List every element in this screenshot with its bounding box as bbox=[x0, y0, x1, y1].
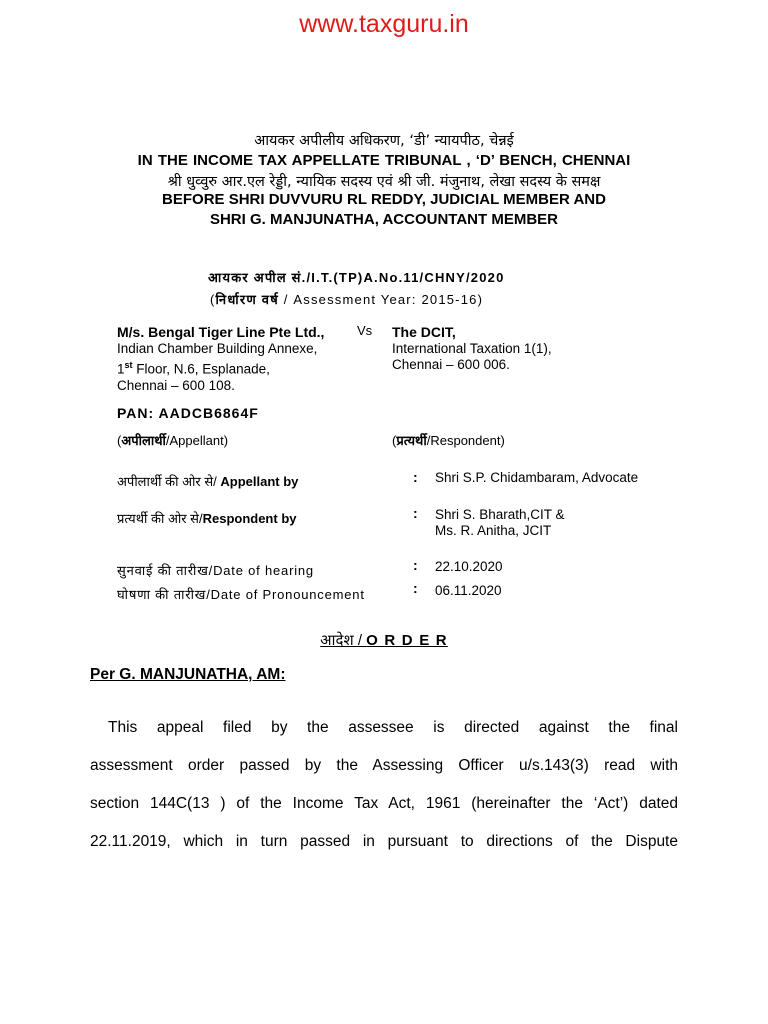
respondent-name: The DCIT, bbox=[392, 324, 456, 340]
bench-hindi: श्री धुव्वुरु आर.एल रेड्डी, न्यायिक सदस्य एवं श्री जी. मंजुनाथ, लेखा सदस्य के समक्ष bbox=[167, 174, 601, 190]
appellant-address-line1: Indian Chamber Building Annexe, bbox=[117, 341, 318, 356]
assessment-year bbox=[210, 290, 483, 308]
pronouncement-label: घोषणा की तारीख/Date of Pronouncement bbox=[117, 587, 365, 602]
respondent-address-line2: Chennai – 600 006. bbox=[392, 357, 510, 372]
appellant-by-label: अपीलार्थी की ओर से/ Appellant by bbox=[117, 474, 299, 489]
paragraph-line2: assessment order passed by the Assessing Officer u/s.143(3) read with bbox=[90, 757, 678, 774]
watermark: www.taxguru.in bbox=[299, 10, 469, 38]
pronouncement-colon: : bbox=[413, 580, 418, 596]
pronouncement-date: 06.11.2020 bbox=[435, 583, 502, 598]
assessment-year-value: / Assessment Year: 2015-16) bbox=[278, 292, 484, 307]
respondent-by-value bbox=[435, 507, 565, 539]
paragraph-line1: This appeal filed by the assessee is directed against the final bbox=[108, 719, 678, 736]
tribunal-english: IN THE INCOME TAX APPELLATE TRIBUNAL , ‘D’ BENCH, CHENNAI bbox=[137, 152, 631, 169]
appellant-by-colon: : bbox=[413, 469, 418, 485]
assessment-year-paren: ( bbox=[210, 292, 216, 307]
appellant-address-line2: 1st Floor, N.6, Esplanade, bbox=[117, 360, 270, 377]
per-member: Per G. MANJUNATHA, AM: bbox=[90, 666, 286, 683]
hearing-label: सुनवाई की तारीख/Date of hearing bbox=[117, 563, 314, 578]
assessment-year-hindi: निर्धारण वर्ष bbox=[215, 292, 279, 307]
hearing-date: 22.10.2020 bbox=[435, 559, 503, 574]
order-heading: आदेश / O R D E R bbox=[320, 632, 448, 649]
appellant-address bbox=[117, 341, 317, 394]
appellant-role: (अपीलार्थी/Appellant) bbox=[117, 433, 229, 448]
appellant-by-value: Shri S.P. Chidambaram, Advocate bbox=[435, 470, 639, 485]
paragraph-line3: section 144C(13 ) of the Income Tax Act, 1961 (hereinafter the ‘Act’) dated bbox=[90, 795, 678, 812]
respondent-by-colon: : bbox=[413, 505, 418, 521]
respondent-by-value-line1: Shri S. Bharath,CIT & bbox=[435, 507, 565, 522]
order-paragraph bbox=[90, 709, 678, 861]
bench-english-line2: SHRI G. MANJUNATHA, ACCOUNTANT MEMBER bbox=[209, 211, 559, 228]
appellant-address-line3: Chennai – 600 108. bbox=[117, 377, 235, 393]
appellant-name: M/s. Bengal Tiger Line Pte Ltd., bbox=[117, 324, 325, 340]
paragraph-line4: 22.11.2019, which in turn passed in pursuant to directions of the Dispute bbox=[90, 833, 678, 850]
tribunal-hindi: आयकर अपीलीय अधिकरण, ‘डी’ न्यायपीठ, चेन्नई bbox=[254, 133, 514, 149]
versus: Vs bbox=[357, 323, 373, 338]
respondent-by-label: प्रत्यर्थी की ओर से/Respondent by bbox=[117, 511, 297, 526]
appeal-number: आयकर अपील सं./I.T.(TP)A.No.11/CHNY/2020 bbox=[208, 270, 505, 285]
respondent-by-value-line2: Ms. R. Anitha, JCIT bbox=[435, 523, 552, 538]
hearing-colon: : bbox=[413, 557, 418, 573]
respondent-role: (प्रत्यर्थी/Respondent) bbox=[392, 433, 505, 448]
pan: PAN: AADCB6864F bbox=[117, 405, 259, 421]
respondent-address-line1: International Taxation 1(1), bbox=[392, 341, 552, 356]
respondent-address bbox=[392, 341, 552, 373]
bench-english-line1: BEFORE SHRI DUVVURU RL REDDY, JUDICIAL MEMBER AND bbox=[162, 191, 606, 208]
